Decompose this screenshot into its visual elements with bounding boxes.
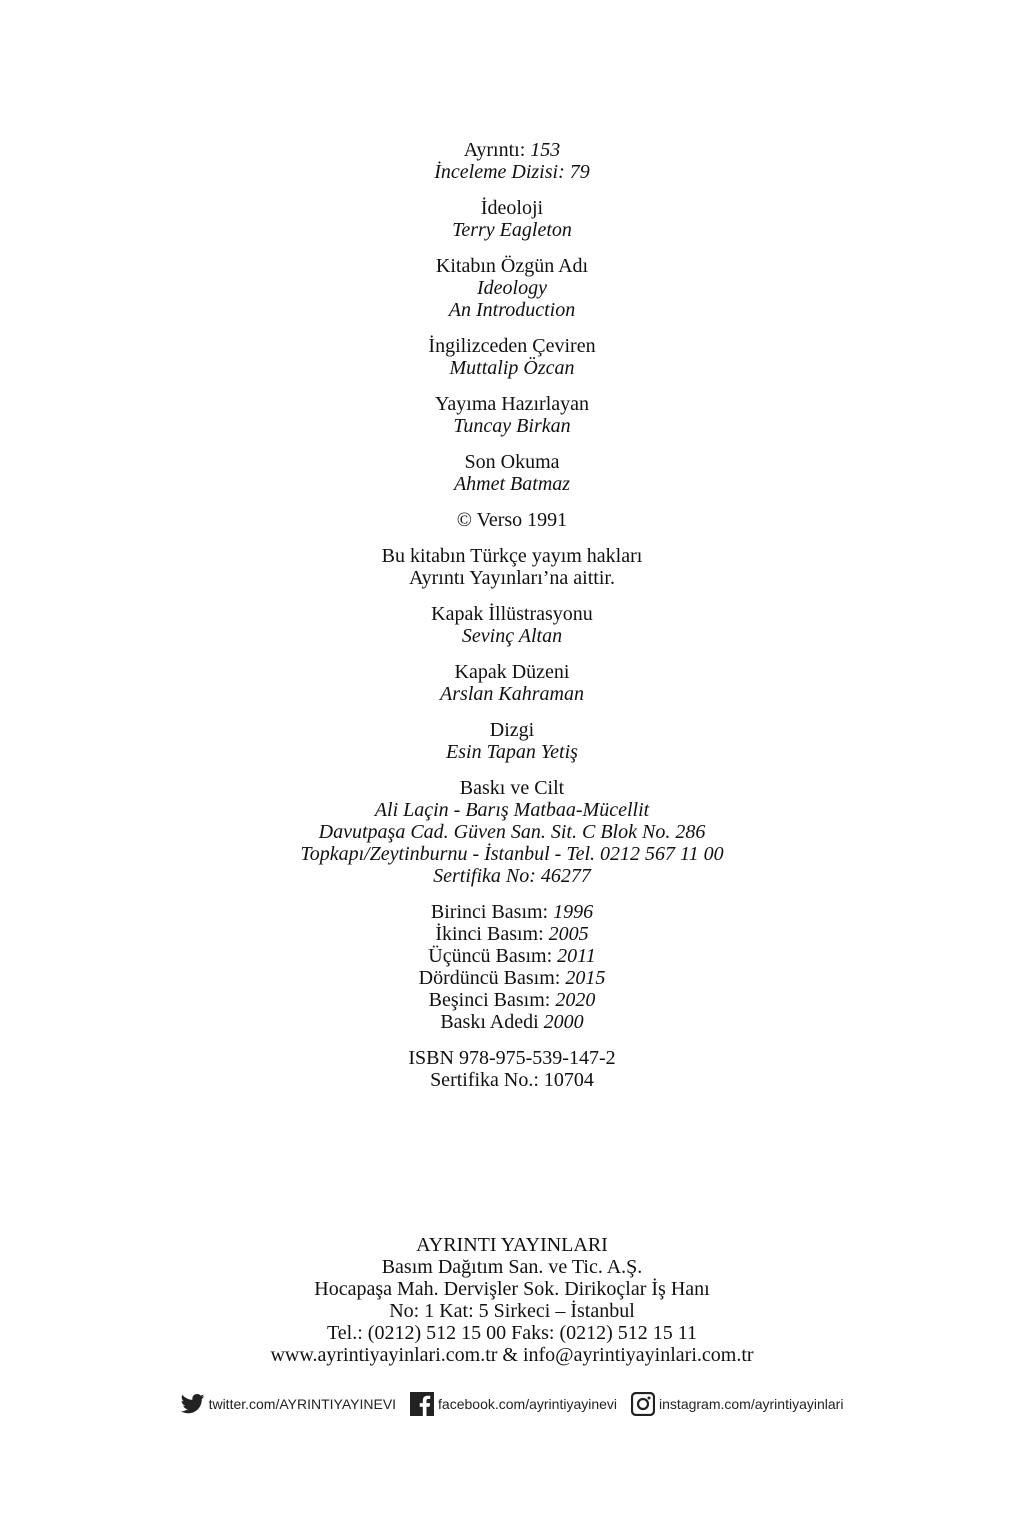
rights-line2: Ayrıntı Yayınları’na aittir.	[409, 567, 615, 589]
printing-line: Topkapı/Zeytinburnu - İstanbul - Tel. 0212 567 11 00	[300, 843, 724, 865]
publisher-line: No: 1 Kat: 5 Sirkeci – İstanbul	[389, 1300, 635, 1322]
edition-line: Birinci Basım: 1996	[430, 901, 594, 923]
proofreading-name: Ahmet Batmaz	[453, 473, 571, 495]
cover-illustration-label: Kapak İllüstrasyonu	[431, 603, 593, 625]
facebook-link[interactable]	[410, 1392, 617, 1416]
instagram-link[interactable]	[631, 1392, 843, 1416]
facebook-handle: facebook.com/ayrintiyayinevi	[438, 1396, 618, 1412]
edition-line: İkinci Basım: 2005	[435, 923, 589, 945]
colophon	[0, 139, 1024, 1105]
instagram-icon	[631, 1392, 655, 1416]
cover-design-block	[0, 661, 1024, 705]
title-block	[0, 197, 1024, 241]
printing-block	[0, 777, 1024, 887]
editions-block	[0, 901, 1024, 1033]
edition-line: Üçüncü Basım: 2011	[428, 945, 596, 967]
rights-line1: Bu kitabın Türkçe yayım hakları	[381, 545, 643, 567]
cover-illustration-name: Sevinç Altan	[461, 625, 563, 647]
printing-line: Sertifika No: 46277	[433, 865, 591, 887]
edition-line: Beşinci Basım: 2020	[428, 989, 596, 1011]
editor-label: Yayıma Hazırlayan	[434, 393, 590, 415]
publisher-block	[0, 1234, 1024, 1366]
publisher-line: Basım Dağıtım San. ve Tic. A.Ş.	[381, 1256, 643, 1278]
original-title-line1: Ideology	[477, 277, 547, 299]
series-label: Ayrıntı:	[463, 139, 531, 161]
social-links	[0, 1392, 1024, 1416]
cover-design-label: Kapak Düzeni	[454, 661, 570, 683]
typesetting-block	[0, 719, 1024, 763]
instagram-handle: instagram.com/ayrintiyayinlari	[659, 1396, 844, 1412]
editor-name: Tuncay Birkan	[453, 415, 571, 437]
editor-block	[0, 393, 1024, 437]
printing-line: Ali Laçin - Barış Matbaa-Mücellit	[374, 799, 650, 821]
proofreading-label: Son Okuma	[464, 451, 560, 473]
book-title: İdeoloji	[480, 197, 544, 219]
typesetting-label: Dizgi	[489, 719, 535, 741]
original-title-block	[0, 255, 1024, 321]
copyright-block	[0, 509, 1024, 531]
cover-illustration-block	[0, 603, 1024, 647]
cover-design-name: Arslan Kahraman	[440, 683, 584, 705]
publisher-line: Hocapaşa Mah. Dervişler Sok. Dirikoçlar İş Hanı	[314, 1278, 710, 1300]
translator-label: İngilizceden Çeviren	[428, 335, 596, 357]
twitter-link[interactable]	[181, 1394, 396, 1414]
isbn-block	[0, 1047, 1024, 1091]
isbn-line: ISBN 978-975-539-147-2	[408, 1047, 616, 1069]
translator-name: Muttalip Özcan	[449, 357, 575, 379]
twitter-handle: twitter.com/AYRINTIYAYINEVI	[208, 1396, 397, 1412]
series-number: 153	[530, 139, 561, 161]
copyright-line: © Verso 1991	[456, 509, 568, 531]
publisher-line: Tel.: (0212) 512 15 00 Faks: (0212) 512 15 11	[326, 1322, 698, 1344]
printing-line: Davutpaşa Cad. Güven San. Sit. C Blok No. 286	[318, 821, 706, 843]
book-author: Terry Eagleton	[452, 219, 572, 241]
series-dizi: İnceleme Dizisi: 79	[434, 161, 590, 183]
publisher-name: AYRINTI YAYINLARI	[416, 1234, 608, 1256]
twitter-icon	[181, 1394, 205, 1414]
original-title-line2: An Introduction	[448, 299, 576, 321]
publisher-web: www.ayrintiyayinlari.com.tr & info@ayrintiyayinlari.com.tr	[270, 1344, 754, 1366]
edition-line: Dördüncü Basım: 2015	[418, 967, 606, 989]
facebook-icon	[410, 1392, 434, 1416]
translator-block	[0, 335, 1024, 379]
original-title-label: Kitabın Özgün Adı	[435, 255, 589, 277]
printing-label: Baskı ve Cilt	[459, 777, 565, 799]
typesetting-name: Esin Tapan Yetiş	[446, 741, 578, 763]
rights-block	[0, 545, 1024, 589]
proofreading-block	[0, 451, 1024, 495]
certificate-line: Sertifika No.: 10704	[430, 1069, 594, 1091]
edition-line: Baskı Adedi 2000	[440, 1011, 584, 1033]
series-block	[0, 139, 1024, 183]
